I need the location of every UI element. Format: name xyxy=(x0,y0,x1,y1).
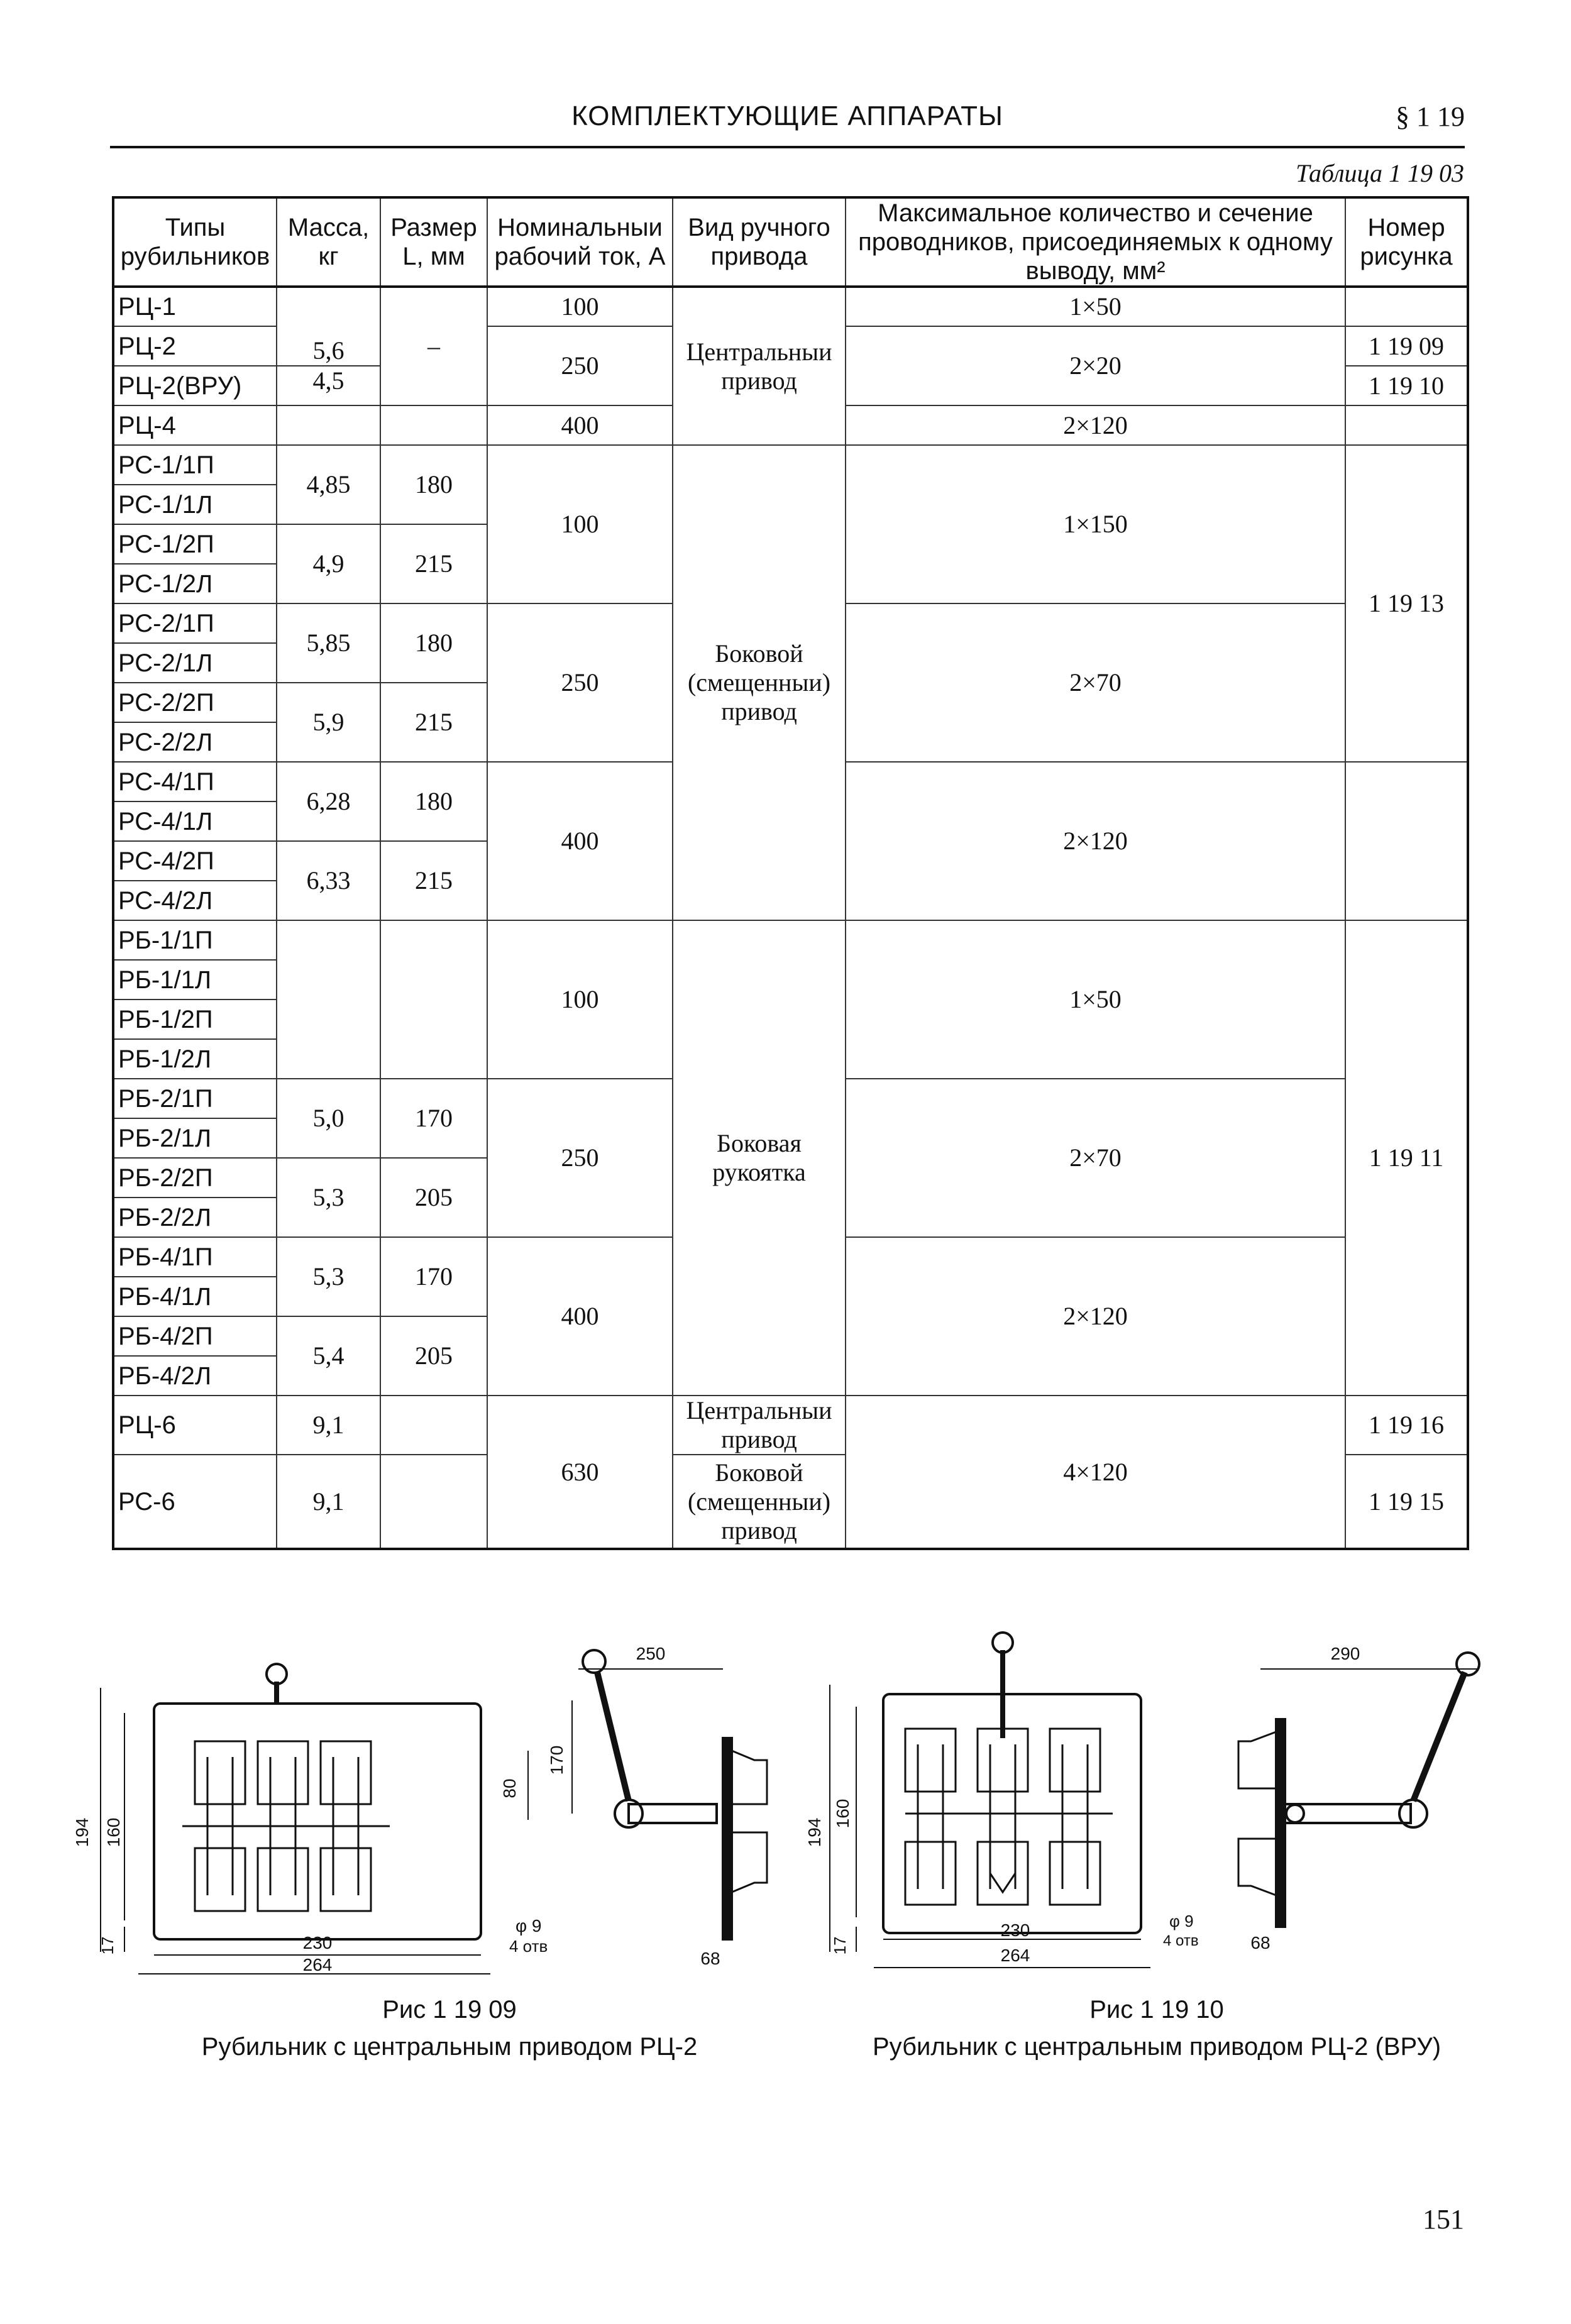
dim-264: 264 xyxy=(1000,1946,1030,1965)
type-cell: РС-1/2П xyxy=(113,524,277,564)
lever-pivot xyxy=(1399,1800,1427,1827)
current-cell: 250 xyxy=(487,326,673,405)
header-type: Типы рубильников xyxy=(113,197,277,287)
figure-cell: 1 19 11 xyxy=(1345,920,1468,1396)
size-cell xyxy=(380,1396,487,1455)
mass-cell: 4,5 xyxy=(277,366,380,405)
type-cell: РЦ-2(ВРУ) xyxy=(113,366,277,405)
mass-cell: 5,9 xyxy=(277,683,380,762)
type-cell: РЦ-6 xyxy=(113,1396,277,1455)
base-plate xyxy=(154,1704,481,1939)
figure-caption xyxy=(94,1996,805,2061)
type-cell: РБ-4/2Л xyxy=(113,1356,277,1396)
size-cell: 180 xyxy=(380,762,487,841)
type-cell: РБ-1/1Л xyxy=(113,960,277,1000)
header-mass: Масса, кг xyxy=(277,197,380,287)
type-cell: РЦ-2 xyxy=(113,326,277,366)
figure-cell: 1 19 13 xyxy=(1345,445,1468,762)
mounting-plate xyxy=(723,1738,732,1939)
drive-lever xyxy=(1413,1672,1465,1801)
header-conductors: Максимальное количество и сечение проводников, присоединяемых к одному выводу, мм² xyxy=(846,197,1345,287)
size-cell: 205 xyxy=(380,1316,487,1396)
type-cell: РС-2/2П xyxy=(113,683,277,722)
header-figure: Номер рисунка xyxy=(1345,197,1468,287)
figure-cell: 1 19 15 xyxy=(1345,1455,1468,1549)
dim-230: 230 xyxy=(302,1933,333,1952)
type-cell: РЦ-4 xyxy=(113,405,277,445)
figure-rc2-drawing xyxy=(72,1625,811,1977)
conductor-cell: 4×120 xyxy=(846,1396,1345,1549)
mass-cell: 4,85 xyxy=(277,445,380,524)
mass-cell: 5,4 xyxy=(277,1316,380,1396)
type-cell: РС-6 xyxy=(113,1455,277,1549)
dim-68: 68 xyxy=(700,1949,720,1968)
lever-knob-icon xyxy=(1457,1653,1479,1675)
size-cell: 180 xyxy=(380,445,487,524)
current-cell: 630 xyxy=(487,1396,673,1549)
dim-290: 290 xyxy=(1330,1644,1360,1663)
dim-194: 194 xyxy=(805,1817,824,1848)
mass-cell: 9,1 xyxy=(277,1455,380,1549)
dim-160: 160 xyxy=(104,1817,123,1848)
handle-knob-icon xyxy=(267,1664,287,1684)
dim-holes-count: 4 отв xyxy=(509,1937,548,1956)
figure-rc2-vru-drawing xyxy=(805,1625,1509,1977)
figure-title: Рубильник с центральным приводом РЦ-2 (ВРУ) xyxy=(872,2033,1441,2061)
conductor-cell: 2×120 xyxy=(846,405,1345,445)
handle-knob-icon xyxy=(993,1633,1013,1653)
dim-250: 250 xyxy=(636,1644,666,1663)
page-header xyxy=(110,96,1465,148)
dim-170: 170 xyxy=(547,1745,566,1775)
drive-cell: Центральныи привод xyxy=(673,1396,846,1455)
dim-17: 17 xyxy=(98,1936,117,1955)
type-cell: РБ-2/1П xyxy=(113,1079,277,1118)
contact-blocks xyxy=(905,1729,1113,1905)
type-cell: РБ-1/2Л xyxy=(113,1039,277,1079)
conductor-cell: 2×120 xyxy=(846,1237,1345,1396)
header-title: КОМПЛЕКТУЮЩИЕ АППАРАТЫ xyxy=(571,101,1003,131)
dim-17: 17 xyxy=(830,1936,849,1955)
size-cell xyxy=(380,405,487,445)
type-cell: РС-4/1П xyxy=(113,762,277,801)
table-caption: Таблица 1 19 03 xyxy=(1296,159,1464,187)
conductor-cell: 2×20 xyxy=(846,326,1345,405)
drive-cell: Центральныи привод xyxy=(673,287,846,445)
dim-80: 80 xyxy=(500,1778,519,1798)
header-current: Номинальныи рабочий ток, А xyxy=(487,197,673,287)
mass-cell xyxy=(277,920,380,1079)
dim-holes-count: 4 отв xyxy=(1163,1932,1199,1949)
mass-cell: 5,3 xyxy=(277,1158,380,1237)
mounting-plate xyxy=(1276,1719,1285,1927)
current-cell: 100 xyxy=(487,445,673,603)
current-cell: 100 xyxy=(487,287,673,326)
type-cell: РБ-4/2П xyxy=(113,1316,277,1356)
dim-hole: φ 9 xyxy=(515,1916,542,1936)
figure-caption xyxy=(817,1996,1496,2061)
mass-cell xyxy=(277,405,380,445)
figure-cell xyxy=(1345,287,1468,326)
conductor-cell: 2×70 xyxy=(846,1079,1345,1237)
drive-cell: Боковой (смещенныи) привод xyxy=(673,445,846,920)
size-cell: – xyxy=(380,287,487,405)
size-cell: 205 xyxy=(380,1158,487,1237)
drive-cell: Боковая рукоятка xyxy=(673,920,846,1396)
current-cell: 400 xyxy=(487,762,673,920)
figure-cell: 1 19 10 xyxy=(1345,366,1468,405)
type-cell: РС-1/1Л xyxy=(113,485,277,524)
header-size: Размер L, мм xyxy=(380,197,487,287)
dim-230: 230 xyxy=(1000,1920,1030,1940)
mass-cell: 5,3 xyxy=(277,1237,380,1316)
figure-number: Рис 1 19 09 xyxy=(382,1996,517,2024)
conductor-cell: 2×70 xyxy=(846,603,1345,762)
type-cell: РБ-2/2П xyxy=(113,1158,277,1198)
header-section: § 1 19 xyxy=(1396,101,1465,132)
type-cell: РС-2/1Л xyxy=(113,643,277,683)
type-cell: РБ-2/2Л xyxy=(113,1198,277,1237)
conductor-cell: 1×50 xyxy=(846,920,1345,1079)
type-cell: РС-2/1П xyxy=(113,603,277,643)
type-cell: РБ-2/1Л xyxy=(113,1118,277,1158)
switch-spec-table xyxy=(112,196,1469,1550)
type-cell: РБ-1/1П xyxy=(113,920,277,960)
size-cell: 215 xyxy=(380,841,487,920)
type-cell: РС-1/2Л xyxy=(113,564,277,603)
current-cell: 250 xyxy=(487,1079,673,1237)
type-cell: РС-2/2Л xyxy=(113,722,277,762)
figure-cell xyxy=(1345,405,1468,445)
conductor-cell: 2×120 xyxy=(846,762,1345,920)
current-cell: 100 xyxy=(487,920,673,1079)
type-cell: РЦ-1 xyxy=(113,287,277,326)
type-cell: РС-4/2Л xyxy=(113,881,277,920)
size-cell: 215 xyxy=(380,524,487,603)
drive-lever xyxy=(597,1672,629,1801)
shaft-bushing xyxy=(1286,1805,1304,1822)
figure-cell: 1 19 09 xyxy=(1345,326,1468,366)
dim-hole: φ 9 xyxy=(1169,1912,1194,1930)
dim-160: 160 xyxy=(833,1798,852,1829)
dim-264: 264 xyxy=(302,1955,333,1974)
size-cell xyxy=(380,920,487,1079)
type-cell: РБ-1/2П xyxy=(113,1000,277,1039)
type-cell: РС-1/1П xyxy=(113,445,277,485)
size-cell: 170 xyxy=(380,1237,487,1316)
mass-cell: 5,85 xyxy=(277,603,380,683)
size-cell: 215 xyxy=(380,683,487,762)
type-cell: РБ-4/1П xyxy=(113,1237,277,1277)
figure-title: Рубильник с центральным приводом РЦ-2 xyxy=(201,2033,698,2061)
page-number: 151 xyxy=(1423,2204,1464,2235)
dim-194: 194 xyxy=(72,1817,92,1848)
drive-cell: Боковой (смещенныи) привод xyxy=(673,1455,846,1549)
header-drive: Вид ручного привода xyxy=(673,197,846,287)
mass-cell: 9,1 xyxy=(277,1396,380,1455)
type-cell: РС-4/2П xyxy=(113,841,277,881)
conductor-cell: 1×150 xyxy=(846,445,1345,603)
figure-number: Рис 1 19 10 xyxy=(1089,1996,1224,2024)
mass-cell: 6,33 xyxy=(277,841,380,920)
contact-blocks xyxy=(182,1741,390,1911)
size-cell xyxy=(380,1455,487,1549)
current-cell: 400 xyxy=(487,405,673,445)
figure-cell xyxy=(1345,762,1468,920)
dim-68: 68 xyxy=(1250,1933,1271,1952)
type-cell: РС-4/1Л xyxy=(113,801,277,841)
current-cell: 250 xyxy=(487,603,673,762)
figure-cell: 1 19 16 xyxy=(1345,1396,1468,1455)
size-cell: 180 xyxy=(380,603,487,683)
type-cell: РБ-4/1Л xyxy=(113,1277,277,1316)
mass-cell: 5,6 xyxy=(277,287,380,366)
conductor-cell: 1×50 xyxy=(846,287,1345,326)
mass-cell: 4,9 xyxy=(277,524,380,603)
mass-cell: 5,0 xyxy=(277,1079,380,1158)
size-cell: 170 xyxy=(380,1079,487,1158)
mass-cell: 6,28 xyxy=(277,762,380,841)
current-cell: 400 xyxy=(487,1237,673,1396)
